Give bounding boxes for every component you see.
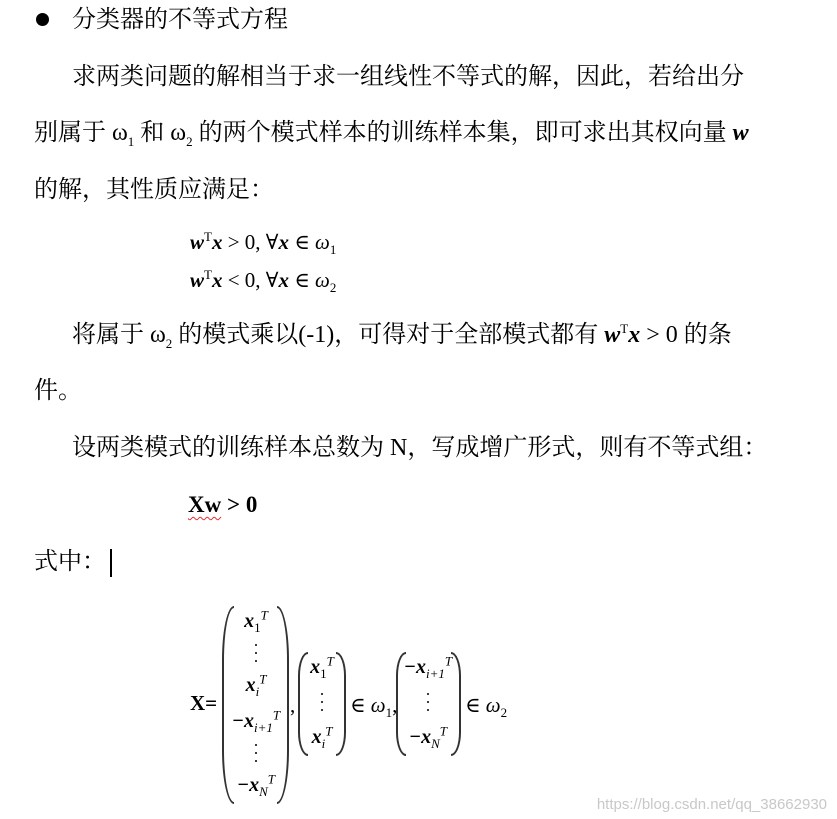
bullet-icon — [36, 13, 49, 26]
para3: 设两类模式的训练样本总数为 N，写成增广形式，则有不等式组： — [72, 435, 768, 461]
para1-line1: 求两类问题的解相当于求一组线性不等式的解，因此，若给出分 — [72, 64, 744, 90]
inequality-omega1: $w^Tx > 0$, ∀x ∈ $\omega_1$ — [190, 229, 337, 258]
in-omega2: ∈ $\omega_2$ — [465, 693, 508, 721]
matrix-column-omega2: $-x_{i+1}^T$ $-x_N^T$ — [403, 653, 453, 751]
matrix-inequality: Xw > 0 — [188, 492, 258, 517]
vertical-ellipsis-icon — [255, 741, 257, 765]
comma: , — [290, 693, 296, 717]
matrix-column-omega1: $x_1^T$ $x_i^T$ — [310, 653, 334, 751]
vertical-ellipsis-icon — [255, 641, 257, 665]
matrix-column-all: $x_1^T$ $x_i^T$ $-x_{i+1}^T$ $-x_N^T$ — [231, 607, 281, 799]
vertical-ellipsis-icon — [321, 690, 323, 714]
para1-line2: 别属于 $\omega_1$ 和 $\omega_2$ 的两个模式样本的训练样本集，即可求出其权向量 w — [34, 120, 749, 149]
text-cursor — [110, 549, 112, 577]
watermark: https://blog.csdn.net/qq_38662930 — [596, 796, 827, 813]
where-label: 式中： — [34, 547, 112, 577]
vertical-ellipsis-icon — [427, 690, 429, 714]
para1-line3: 的解，其性质应满足： — [34, 177, 274, 203]
para2-line1: 将属于 $\omega_2$ 的模式乘以(-1)，可得对于全部模式都有 $w^Tx > 0$ 的条 — [72, 321, 732, 351]
section-heading: 分类器的不等式方程 — [72, 7, 288, 33]
para2-line2: 件。 — [34, 378, 82, 404]
matrix-lhs: X= — [190, 691, 218, 715]
in-omega1: ∈ $\omega_1$, — [350, 693, 398, 721]
inequality-omega2: $w^Tx < 0$, ∀x ∈ $\omega_2$ — [190, 267, 337, 296]
